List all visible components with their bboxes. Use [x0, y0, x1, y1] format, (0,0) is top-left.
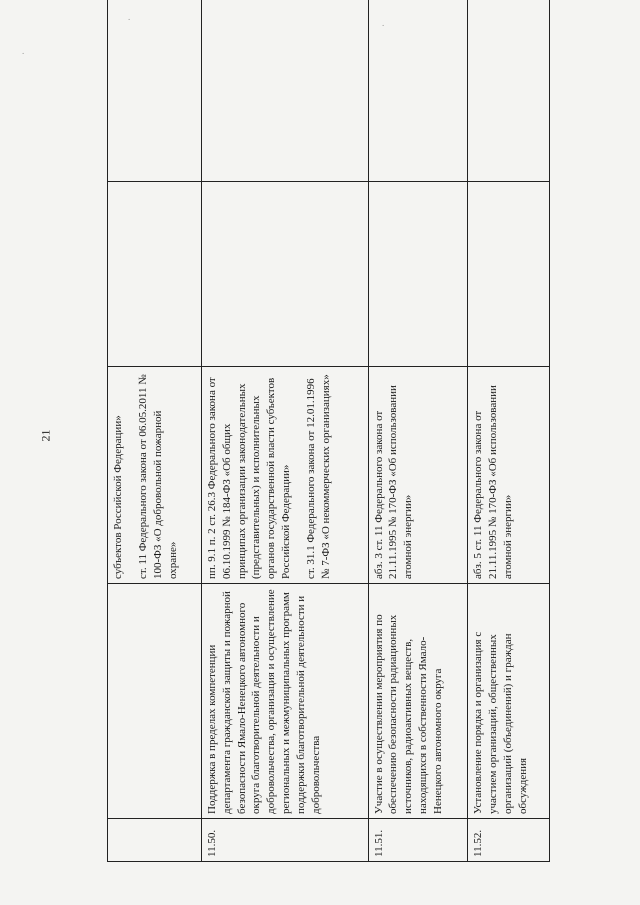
- task-cell: [108, 584, 202, 819]
- scan-speck: .: [382, 18, 385, 28]
- legal-basis-cell: [368, 367, 468, 584]
- legal-basis-text: субъектов Российской Федерации»: [112, 415, 124, 579]
- task-cell: Установление порядка и организация с участием организаций, общественных организаций (объединений) и граждан обсуждения: [468, 584, 550, 819]
- scan-speck: .: [22, 46, 25, 56]
- row-number: 11.51.: [368, 819, 468, 862]
- legal-basis-text: ст. 11 Федерального закона от 06.05.2011 № 100-ФЗ «О добровольной пожарной охране»: [136, 374, 179, 579]
- empty-cell: [201, 182, 368, 367]
- page-number: 21: [38, 429, 53, 442]
- empty-cell: [368, 182, 468, 367]
- task-cell: Поддержка в пределах компетенции департамента гражданской защиты и пожарной безопасности Ямало-Ненецкого автономного округа благотворительной деятельности и добровольчества, организация и осуществление региональных и межмуниципальных программ поддержки благотворительной деятельности и добровольчества: [201, 584, 368, 819]
- legal-basis-text: абз. 3 ст. 11 Федерального закона от 21.11.1995 № 170-ФЗ «Об использовании атомной энергии»: [372, 385, 415, 579]
- legal-basis-cell: [201, 367, 368, 584]
- row-number: 11.50.: [201, 819, 368, 862]
- empty-cell: [468, 0, 550, 182]
- rotated-table-frame: [107, 40, 550, 862]
- legal-basis-cell: [468, 367, 550, 584]
- row-number: [108, 819, 202, 862]
- table-row: [368, 0, 468, 862]
- empty-cell: [201, 0, 368, 182]
- scan-speck: .: [128, 12, 131, 22]
- authority-table: [107, 0, 550, 862]
- empty-cell: [108, 182, 202, 367]
- table-row: [108, 0, 202, 862]
- row-number: 11.52.: [468, 819, 550, 862]
- table-row: [201, 0, 368, 862]
- table-row: [468, 0, 550, 862]
- empty-cell: [108, 0, 202, 182]
- legal-basis-cell: [108, 367, 202, 584]
- legal-basis-text: абз. 5 ст. 11 Федерального закона от 21.11.1995 № 170-ФЗ «Об использовании атомной энергии»: [472, 385, 515, 579]
- task-cell: Участие в осуществлении мероприятия по обеспечению безопасности радиационных источников, радиоактивных веществ, находящихся в собственности Ямало-Ненецкого автономного округа: [368, 584, 468, 819]
- legal-basis-text: пп. 9.1 п. 2 ст. 26.3 Федерального закона от 06.10.1999 № 184-ФЗ «Об общих принципах организации законодательных (представительных) и исполнительных органов государственной власти субъектов Российской Федерации»: [205, 377, 293, 579]
- empty-cell: [468, 182, 550, 367]
- legal-basis-text: ст. 31.1 Федерального закона от 12.01.1996 № 7-ФЗ «О некоммерческих организациях»: [304, 374, 332, 579]
